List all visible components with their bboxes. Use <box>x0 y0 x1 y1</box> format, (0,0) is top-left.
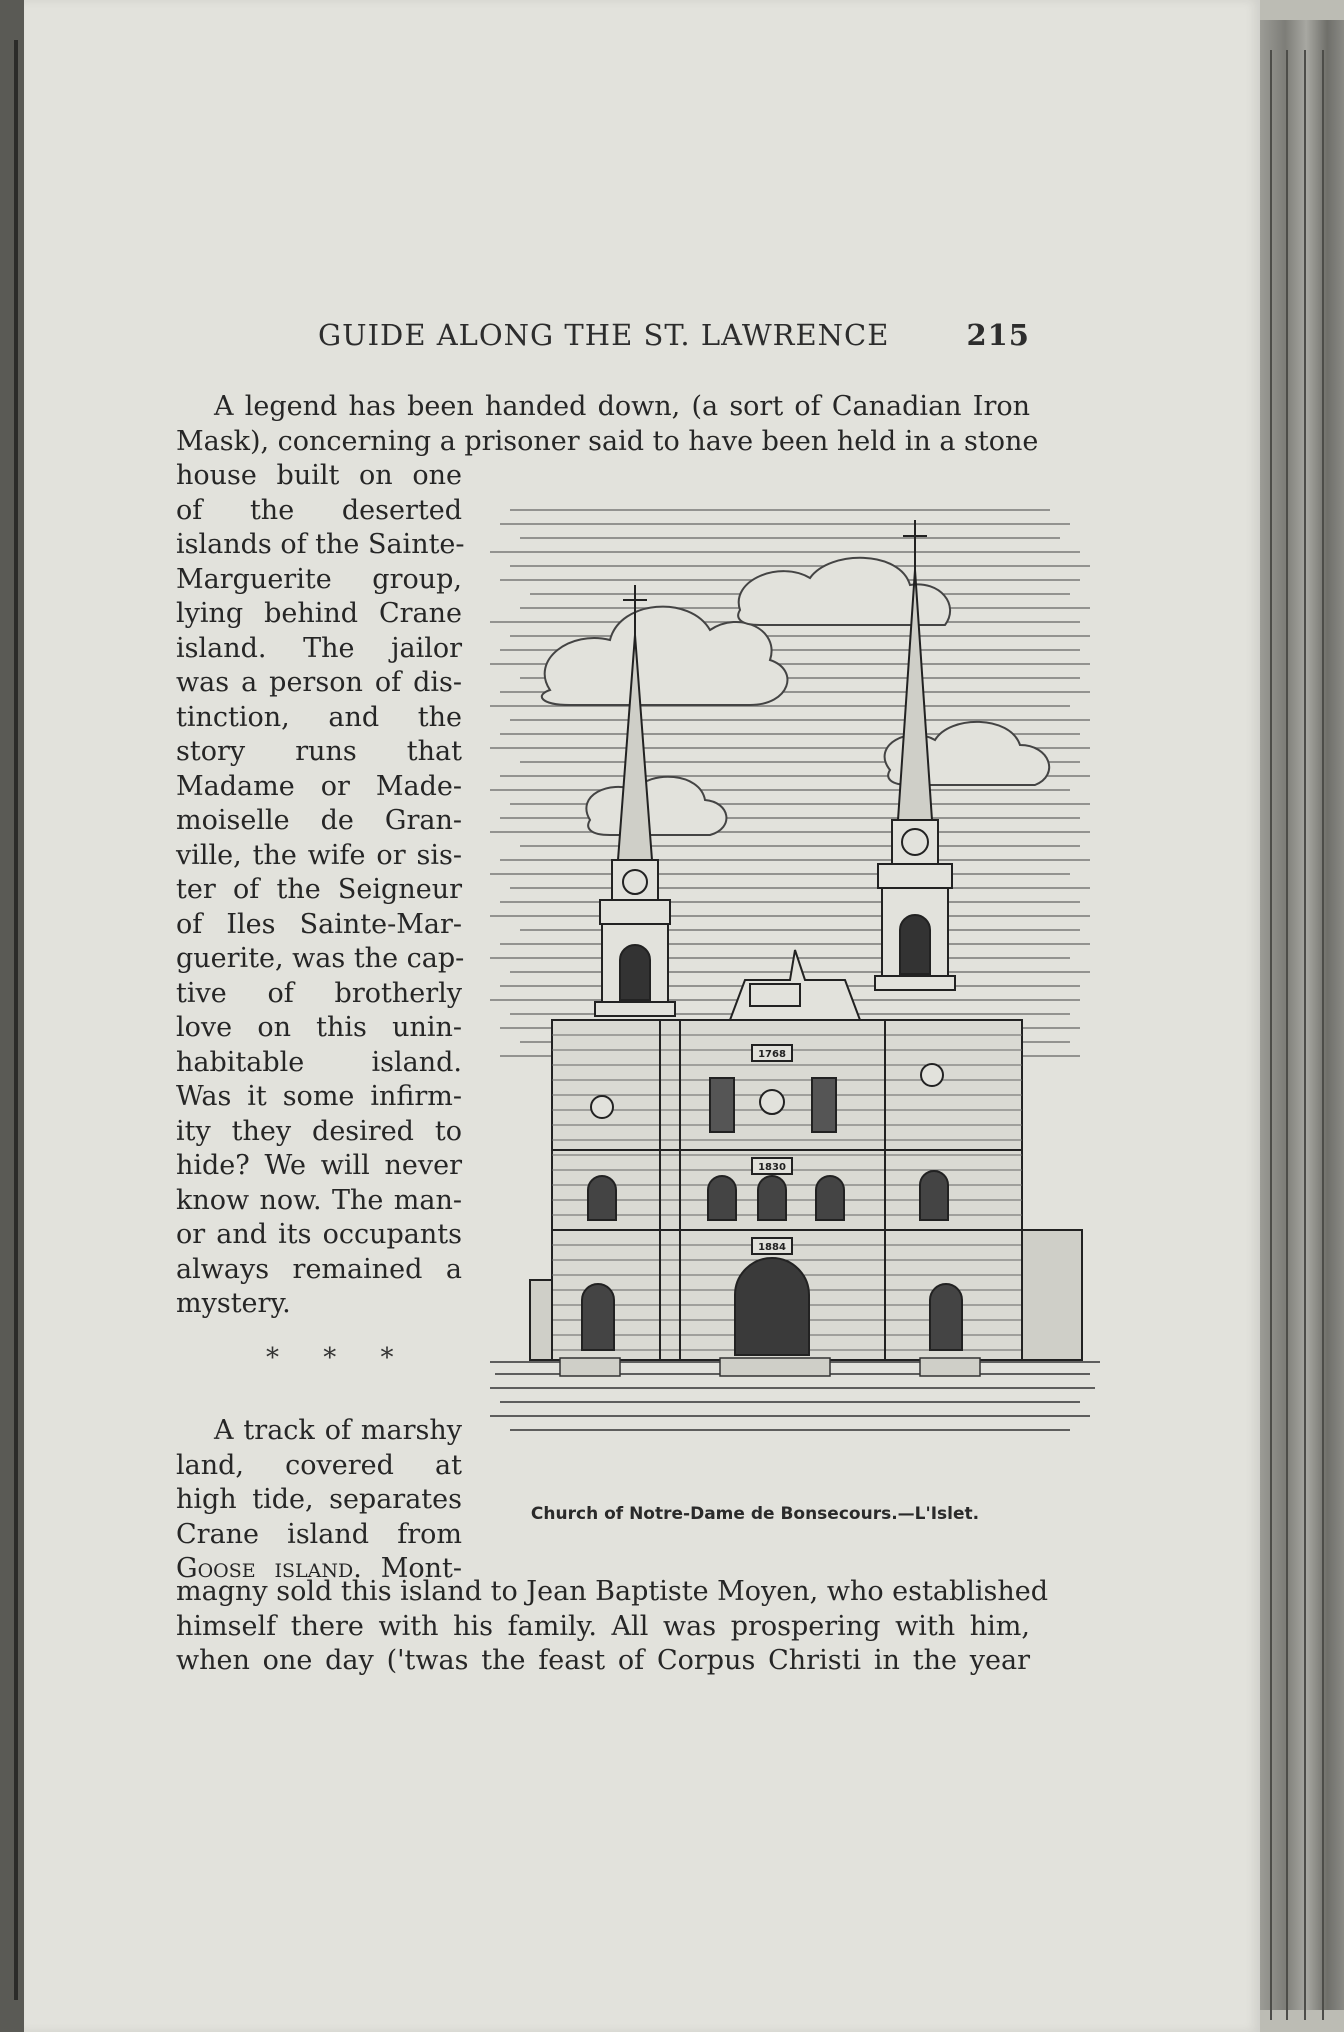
clouds <box>542 558 1049 835</box>
page-header <box>176 318 1030 358</box>
text-line: high tide, separates <box>176 1484 462 1515</box>
text-line: Crane island from <box>176 1518 462 1550</box>
text-line: guerite, was the cap- <box>176 943 465 974</box>
intro-paragraph <box>176 390 1039 459</box>
text-line: ity they desired to <box>176 1115 462 1147</box>
text-fragment: Mont- <box>380 1553 462 1584</box>
text-line: Madame or Made- <box>176 770 462 802</box>
text-line: when one day ('twas the feast of Corpus Christi in the year <box>176 1645 1030 1676</box>
running-head: GUIDE ALONG THE ST. LAWRENCE <box>318 318 890 352</box>
text-line: hide? We will never <box>176 1150 462 1181</box>
section-separator: * * * <box>266 1343 412 1373</box>
text-line: land, covered at <box>176 1449 462 1481</box>
text-line: ville, the wife or sis- <box>176 839 462 871</box>
ground <box>490 1358 1100 1430</box>
text-line: lying behind Crane <box>176 598 462 629</box>
page-edges <box>1260 20 1344 2010</box>
place-name-smallcaps: Goose island. <box>176 1553 362 1584</box>
text-line: moiselle de Gran- <box>176 805 462 836</box>
text-line: love on this unin- <box>176 1012 462 1043</box>
text-line: mystery. <box>176 1288 291 1319</box>
text-line: know now. The man- <box>176 1184 462 1216</box>
book-gutter <box>0 0 24 2032</box>
text-line: of Iles Sainte-Mar- <box>176 908 462 940</box>
church-engraving <box>490 490 1100 1460</box>
text-line: habitable island. <box>176 1046 462 1078</box>
text-line: A legend has been handed down, (a sort of Canadian Iron <box>214 391 1030 422</box>
figure-caption: Church of Notre-Dame de Bonsecours.—L'Islet. <box>530 1504 980 1524</box>
text-line: A track of marshy <box>214 1415 462 1446</box>
date-label: 1830 <box>758 1162 786 1173</box>
text-line: magny sold this island to Jean Baptiste Moyen, who established <box>176 1576 1049 1607</box>
column-text-1 <box>176 459 465 1322</box>
text-line: always remained a <box>176 1253 462 1285</box>
text-line: tive of brotherly <box>176 977 462 1009</box>
text-line: ter of the Seigneur <box>176 874 462 905</box>
text-line: tinction, and the <box>176 701 462 733</box>
closing-paragraph <box>176 1575 1049 1679</box>
text-line: was a person of dis- <box>176 667 462 698</box>
text-line: story runs that <box>176 736 462 767</box>
text-line: islands of the Sainte- <box>176 529 465 560</box>
column-text-2 <box>176 1414 462 1587</box>
text-line: himself there with his family. All was prospering with him, <box>176 1610 1030 1642</box>
text-line: Was it some infirm- <box>176 1081 462 1112</box>
date-label: 1768 <box>758 1049 786 1060</box>
text-line: Marguerite group, <box>176 563 462 595</box>
text-line: of the deserted <box>176 494 462 526</box>
text-line: or and its occupants <box>176 1219 462 1250</box>
text-line: island. The jailor <box>176 632 462 664</box>
text-line: house built on one <box>176 460 462 491</box>
page-number: 215 <box>966 318 1030 352</box>
date-label: 1884 <box>758 1242 786 1253</box>
text-line: Mask), concerning a prisoner said to have been held in a stone <box>176 425 1039 457</box>
